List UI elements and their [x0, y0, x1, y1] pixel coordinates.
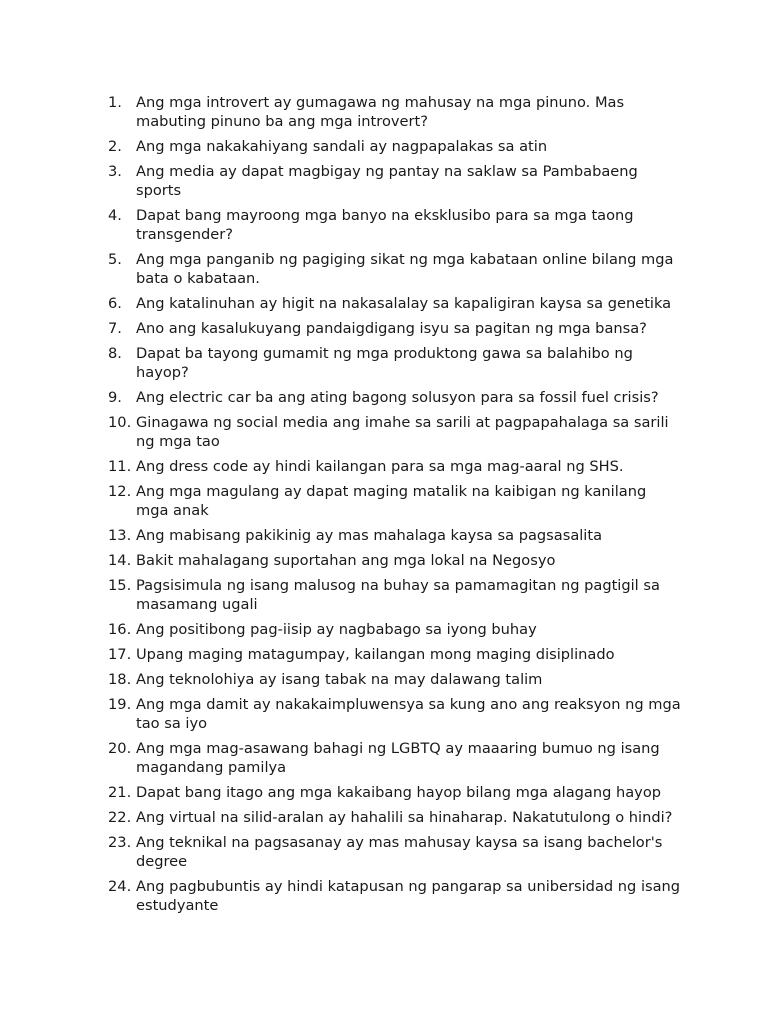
- list-item-text: Ang mga introvert ay gumagawa ng mahusay na mga pinuno. Mas mabuting pinuno ba ang mga introvert?: [136, 94, 625, 130]
- list-item: [108, 620, 683, 639]
- list-item-text: Dapat bang mayroong mga banyo na eksklusibo para sa mga taong transgender?: [136, 207, 634, 243]
- list-item-text: Dapat bang itago ang mga kakaibang hayop bilang mga alagang hayop: [136, 784, 662, 801]
- list-item-text: Ang media ay dapat magbigay ng pantay na saklaw sa Pambabaeng sports: [136, 163, 638, 199]
- list-item: [108, 319, 683, 338]
- list-item-text: Ginagawa ng social media ang imahe sa sarili at pagpapahalaga sa sarili ng mga tao: [136, 414, 669, 450]
- list-item-number: 9.: [108, 389, 122, 406]
- list-item-number: 8.: [108, 345, 122, 362]
- list-item-number: 24.: [108, 878, 132, 895]
- list-item-text: Ang electric car ba ang ating bagong solusyon para sa fossil fuel crisis?: [136, 389, 659, 406]
- list-item-text: Ang mga nakakahiyang sandali ay nagpapalakas sa atin: [136, 138, 548, 155]
- list-item: [108, 833, 683, 871]
- list-item: [108, 294, 683, 313]
- list-item-number: 19.: [108, 696, 132, 713]
- list-item-text: Ano ang kasalukuyang pandaigdigang isyu sa pagitan ng mga bansa?: [136, 320, 647, 337]
- list-item: [108, 551, 683, 570]
- list-item-text: Ang mabisang pakikinig ay mas mahalaga kaysa sa pagsasalita: [136, 527, 603, 544]
- list-item-number: 23.: [108, 834, 132, 851]
- list-item-text: Ang positibong pag-iisip ay nagbabago sa iyong buhay: [136, 621, 537, 638]
- list-item: [108, 457, 683, 476]
- list-item-number: 10.: [108, 414, 132, 431]
- list-item: [108, 526, 683, 545]
- list-item-text: Ang mga panganib ng pagiging sikat ng mga kabataan online bilang mga bata o kabataan.: [136, 251, 674, 287]
- list-item-text: Ang katalinuhan ay higit na nakasalalay sa kapaligiran kaysa sa genetika: [136, 295, 672, 312]
- list-item-text: Pagsisimula ng isang malusog na buhay sa pamamagitan ng pagtigil sa masamang ugali: [136, 577, 660, 613]
- list-item: [108, 162, 683, 200]
- list-item-number: 3.: [108, 163, 122, 180]
- list-item-text: Dapat ba tayong gumamit ng mga produktong gawa sa balahibo ng hayop?: [136, 345, 633, 381]
- list-item-text: Ang teknolohiya ay isang tabak na may dalawang talim: [136, 671, 543, 688]
- list-item-number: 12.: [108, 483, 132, 500]
- list-item-number: 11.: [108, 458, 132, 475]
- list-item-number: 20.: [108, 740, 132, 757]
- list-item: [108, 783, 683, 802]
- list-item: [108, 482, 683, 520]
- list-item: [108, 808, 683, 827]
- list-item-number: 21.: [108, 784, 132, 801]
- list-item: [108, 388, 683, 407]
- list-item: [108, 739, 683, 777]
- list-item-number: 16.: [108, 621, 132, 638]
- list-item-text: Ang mga magulang ay dapat maging matalik na kaibigan ng kanilang mga anak: [136, 483, 647, 519]
- list-item-text: Bakit mahalagang suportahan ang mga lokal na Negosyo: [136, 552, 556, 569]
- list-item-number: 13.: [108, 527, 132, 544]
- list-item-number: 2.: [108, 138, 122, 155]
- list-item: [108, 645, 683, 664]
- list-item: [108, 413, 683, 451]
- list-item-text: Ang virtual na silid-aralan ay hahalili sa hinaharap. Nakatutulong o hindi?: [136, 809, 673, 826]
- list-item-number: 5.: [108, 251, 122, 268]
- list-item: [108, 670, 683, 689]
- list-item-text: Ang pagbubuntis ay hindi katapusan ng pangarap sa unibersidad ng isang estudyante: [136, 878, 681, 914]
- list-item-number: 1.: [108, 94, 122, 111]
- list-item-number: 22.: [108, 809, 132, 826]
- list-item: [108, 695, 683, 733]
- list-item: [108, 206, 683, 244]
- list-item-text: Ang teknikal na pagsasanay ay mas mahusay kaysa sa isang bachelor's degree: [136, 834, 663, 870]
- list-item-number: 4.: [108, 207, 122, 224]
- list-item-number: 14.: [108, 552, 132, 569]
- list-item: [108, 250, 683, 288]
- list-item: [108, 576, 683, 614]
- list-item-text: Ang dress code ay hindi kailangan para sa mga mag-aaral ng SHS.: [136, 458, 624, 475]
- list-item: [108, 93, 683, 131]
- list-item-number: 18.: [108, 671, 132, 688]
- list-item-text: Ang mga damit ay nakakaimpluwensya sa kung ano ang reaksyon ng mga tao sa iyo: [136, 696, 681, 732]
- list-item: [108, 344, 683, 382]
- list-item: [108, 877, 683, 915]
- list-item-text: Ang mga mag-asawang bahagi ng LGBTQ ay maaaring bumuo ng isang magandang pamilya: [136, 740, 660, 776]
- list-item-number: 15.: [108, 577, 132, 594]
- list-item-text: Upang maging matagumpay, kailangan mong maging disiplinado: [136, 646, 615, 663]
- list-item-number: 6.: [108, 295, 122, 312]
- topic-list: [108, 93, 683, 921]
- list-item: [108, 137, 683, 156]
- list-item-number: 17.: [108, 646, 132, 663]
- list-item-number: 7.: [108, 320, 122, 337]
